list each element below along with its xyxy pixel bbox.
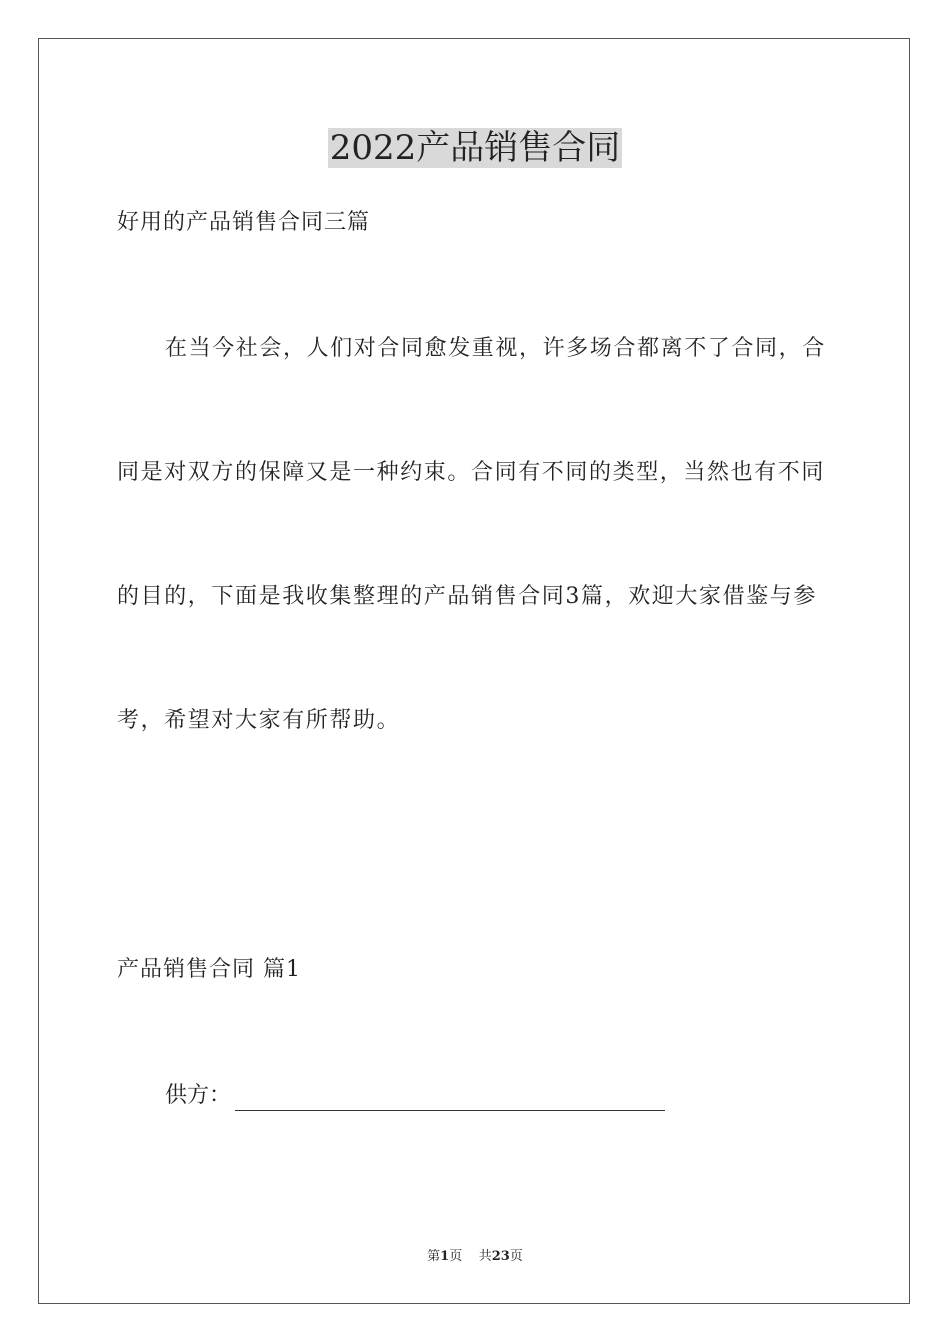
footer-total-prefix: 共 — [478, 1249, 492, 1264]
intro-paragraph-line: 同是对双方的保障又是一种约束。合同有不同的类型，当然也有不同 — [117, 460, 826, 485]
footer-page-suffix: 页 — [449, 1249, 463, 1264]
document-title-text: 2022产品销售合同 — [329, 128, 621, 168]
intro-paragraph-line: 在当今社会，人们对合同愈发重视，许多场合都离不了合同，合 — [165, 336, 826, 361]
footer-page-prefix: 第 — [427, 1249, 441, 1264]
section-heading: 产品销售合同 篇1 — [117, 957, 301, 982]
page-footer — [0, 1248, 950, 1266]
intro-paragraph-line: 考，希望对大家有所帮助。 — [117, 708, 401, 733]
document-subtitle: 好用的产品销售合同三篇 — [117, 210, 371, 235]
intro-paragraph-line: 的目的，下面是我收集整理的产品销售合同3篇，欢迎大家借鉴与参 — [117, 584, 817, 609]
supplier-blank-line — [235, 1088, 665, 1111]
footer-page-number: 1 — [440, 1249, 450, 1264]
supplier-label: 供方： — [165, 1083, 232, 1108]
supplier-field — [165, 1081, 665, 1111]
footer-total-suffix: 页 — [509, 1249, 523, 1264]
footer-total-pages: 23 — [491, 1249, 510, 1264]
document-title — [0, 128, 950, 168]
